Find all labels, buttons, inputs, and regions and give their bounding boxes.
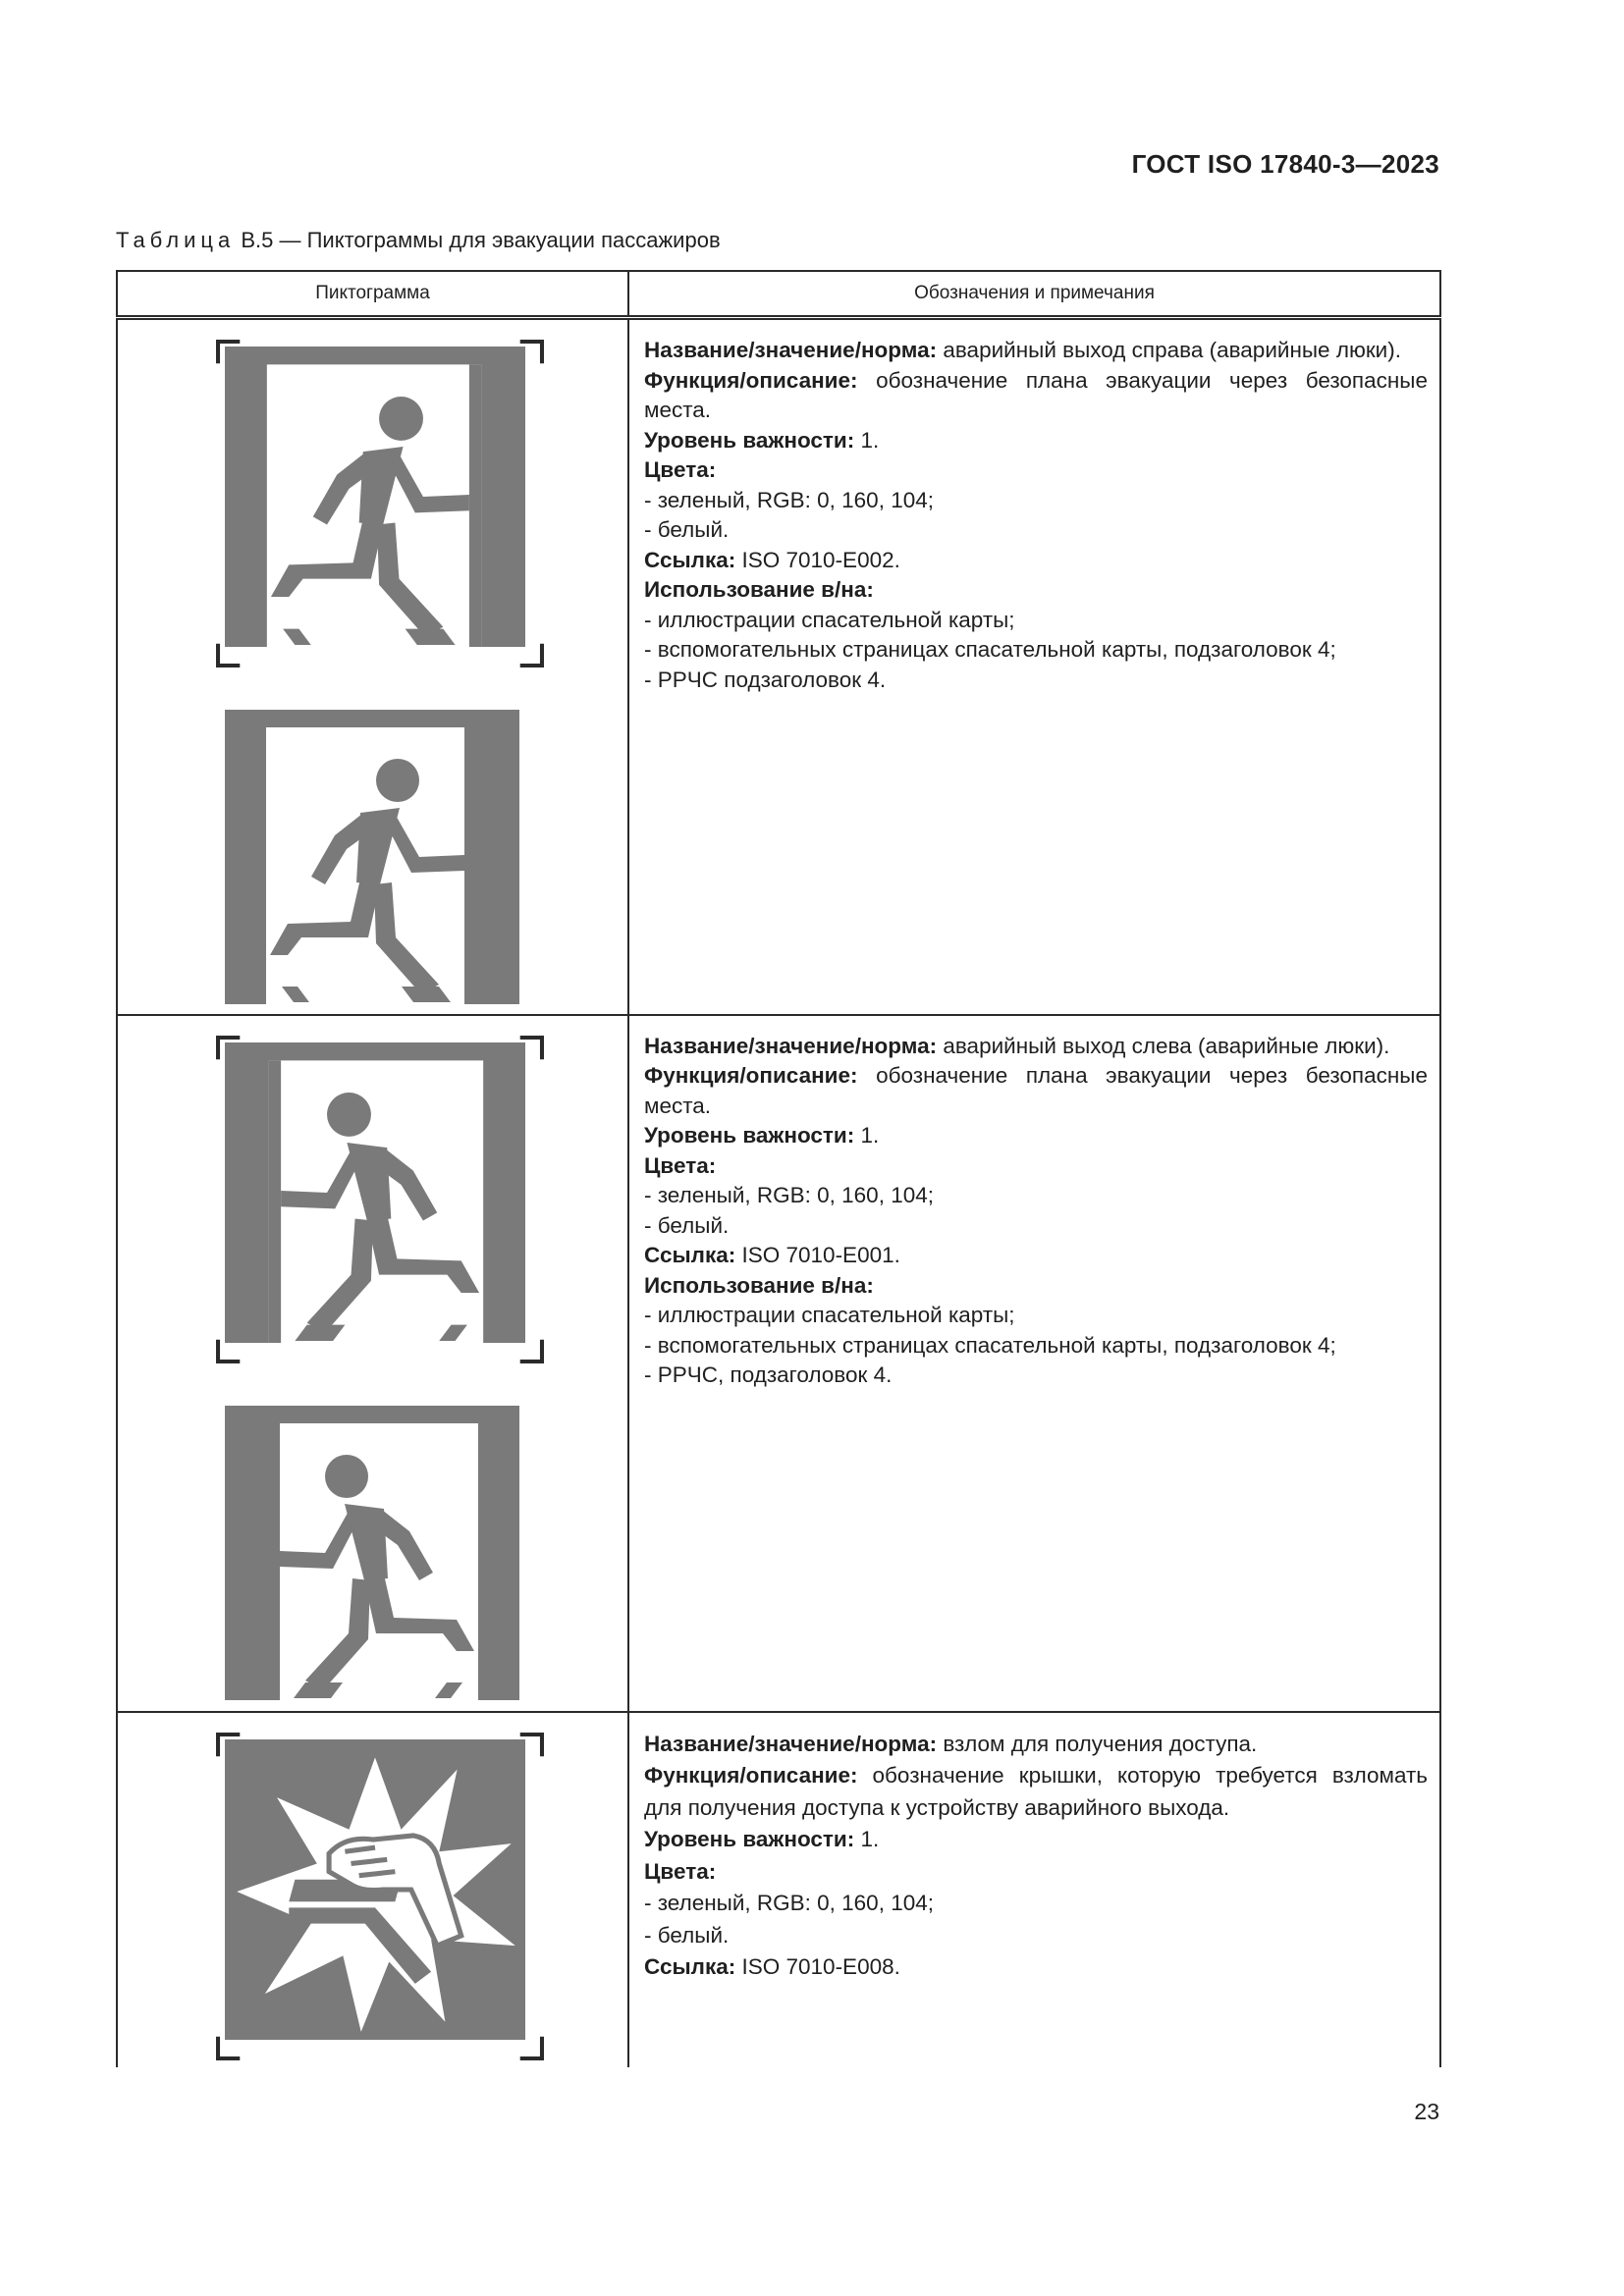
table-row [117,1712,1440,2067]
importance-line: Уровень важности: 1. [644,427,880,453]
importance-line: Уровень важности: 1. [644,1123,880,1148]
list-item: - зеленый, RGB: 0, 160, 104; [644,1891,934,1915]
list-item: - иллюстрации спасательной карты; [644,1303,1015,1327]
list-item: - зеленый, RGB: 0, 160, 104; [644,487,934,512]
list-item: - вспомогательных страницах спасательной карты, подзаголовок 4; [644,1332,1336,1358]
exit-left-framed-pictogram [225,1042,525,1343]
notes-cell [628,1712,1440,2067]
usage-heading: Использование в/на: [644,577,874,602]
table-caption [116,228,721,253]
name-line: Название/значение/норма: аварийный выход справа (аварийные люки). [644,338,1401,362]
name-line: Название/значение/норма: взлом для получения доступа. [644,1731,1258,1756]
notes-cell [628,318,1440,1015]
list-item: - белый. [644,517,730,542]
list-item: - иллюстрации спасательной карты; [644,607,1015,632]
list-item: - вспомогательных страницах спасательной карты, подзаголовок 4; [644,637,1336,662]
pictogram-cell [117,1712,628,2067]
header-pictogram: Пиктограмма [117,271,628,318]
caption-text: В.5 — Пиктограммы для эвакуации пассажиров [235,228,721,252]
colors-heading: Цвета: [644,1858,717,1884]
colors-heading: Цвета: [644,457,717,482]
exit-right-pictogram [225,710,519,1004]
reference-line: Ссылка: ISO 7010-E001. [644,1243,900,1267]
colors-heading: Цвета: [644,1152,717,1178]
importance-line: Уровень важности: 1. [644,1827,880,1851]
function-line: Функция/описание: обозначение плана эвакуации через безопасные места. [644,367,1428,422]
list-item: - РРЧС, подзаголовок 4. [644,1362,893,1387]
notes-cell [628,1015,1440,1712]
table-row [117,1015,1440,1712]
pictogram-cell [117,1015,628,1712]
table-header-row [117,271,1440,318]
name-line: Название/значение/норма: аварийный выход слева (аварийные люки). [644,1033,1390,1058]
break-to-obtain-access-pictogram [225,1739,525,2040]
caption-label: Таблица [116,228,236,252]
table-row [117,318,1440,1015]
reference-line: Ссылка: ISO 7010-E008. [644,1954,900,1979]
reference-line: Ссылка: ISO 7010-E002. [644,547,900,572]
list-item: - белый. [644,1212,730,1238]
pictogram-cell [117,318,628,1015]
pictogram-table [116,270,1441,2067]
list-item: - зеленый, RGB: 0, 160, 104; [644,1183,934,1207]
exit-left-pictogram [225,1406,519,1700]
usage-heading: Использование в/на: [644,1272,874,1298]
exit-right-framed-pictogram [225,347,525,647]
list-item: - РРЧС подзаголовок 4. [644,667,887,692]
document-code: ГОСТ ISO 17840-3—2023 [1131,149,1439,179]
function-line: Функция/описание: обозначение крышки, которую требуется взломать для получения доступа к устройству аварийного выхода. [644,1763,1428,1820]
function-line: Функция/описание: обозначение плана эвакуации через безопасные места. [644,1063,1428,1118]
list-item: - белый. [644,1922,730,1948]
header-notes: Обозначения и примечания [628,271,1440,318]
page-number: 23 [1414,2099,1439,2124]
